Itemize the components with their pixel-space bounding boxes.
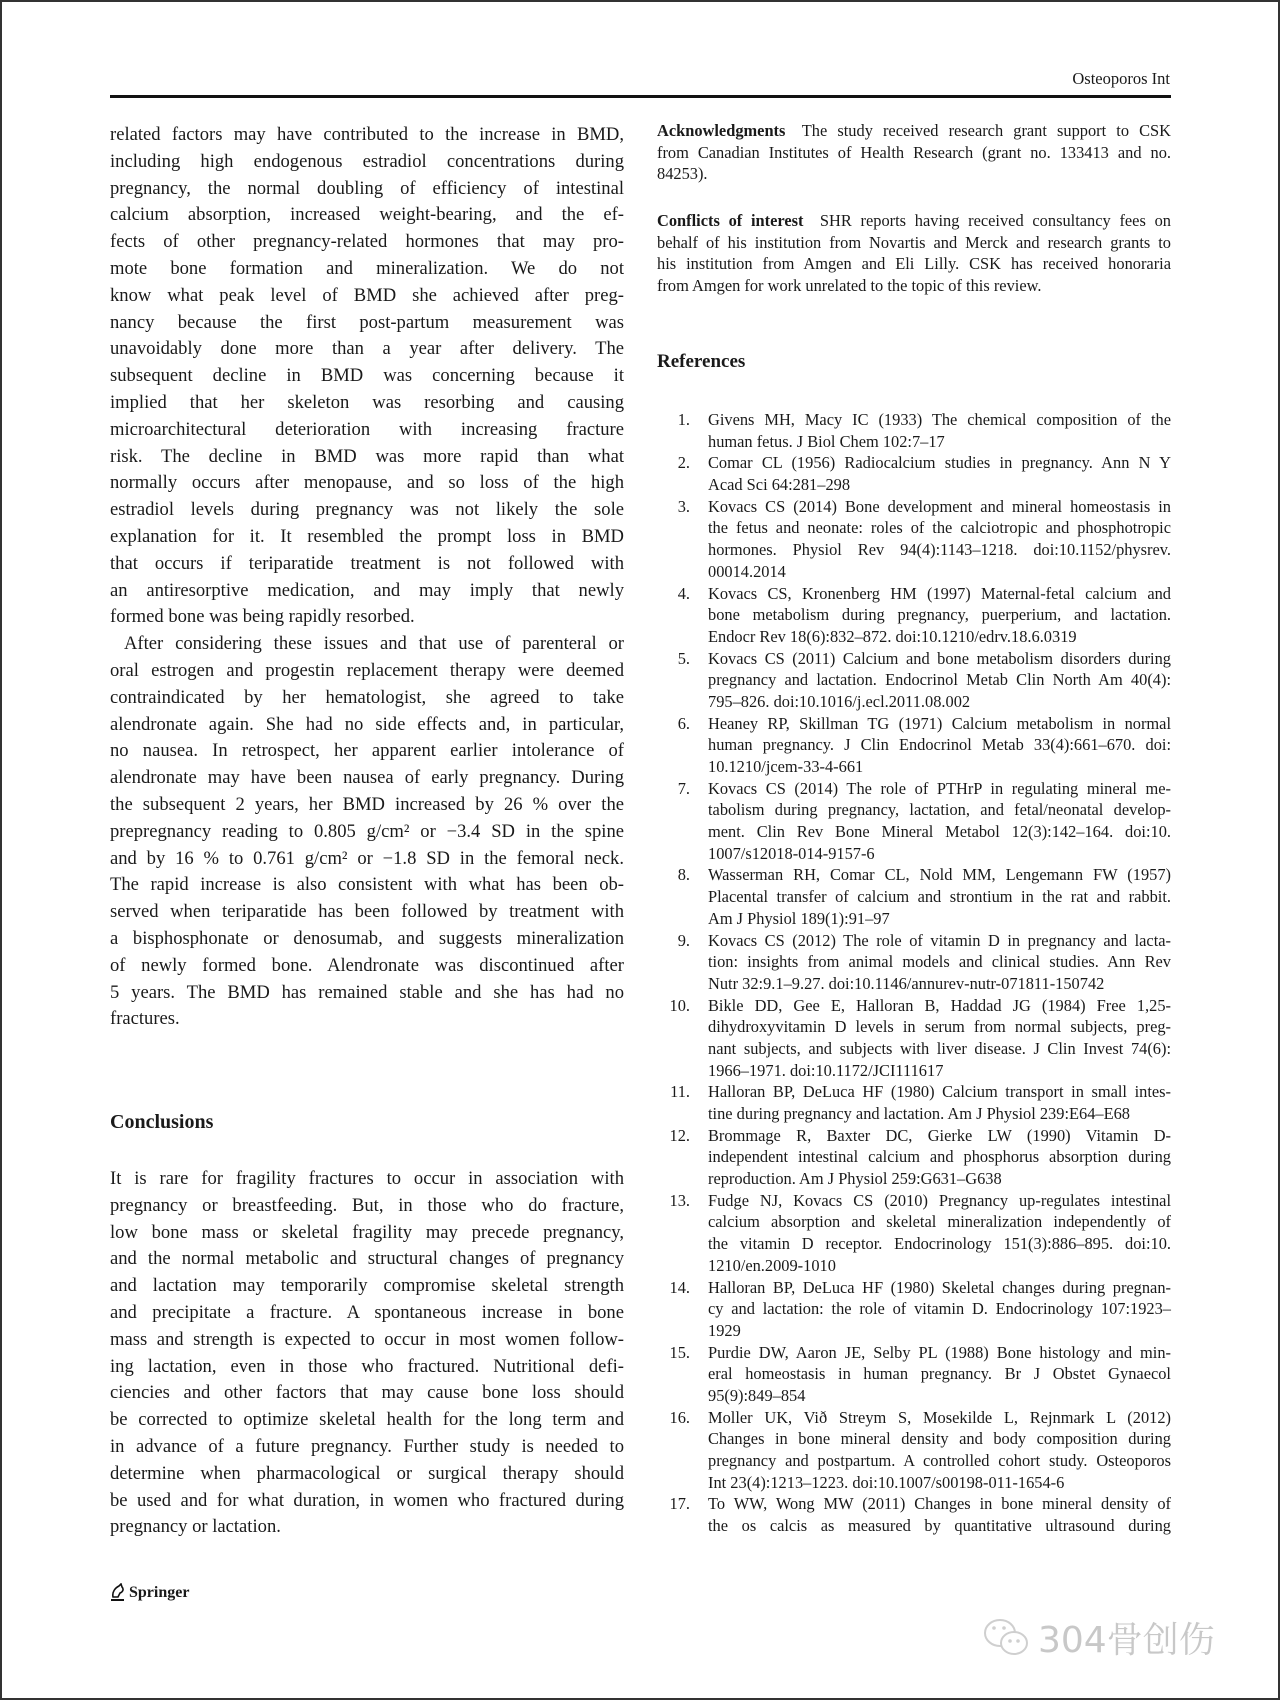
text-line: After considering these issues and that use of parenteral or <box>124 633 624 655</box>
text-line: formed bone was being rapidly resorbed. <box>110 606 415 628</box>
text-line: pregnancy, the normal doubling of efficiency of intestinal <box>110 177 624 199</box>
text-line: cy and lactation: the role of vitamin D. Endocrinology 107:1923– <box>708 1299 1171 1319</box>
reference-number: 10. <box>669 995 690 1015</box>
text-line: of newly formed bone. Alendronate was discontinued after <box>110 954 624 976</box>
text-line: and lactation may temporarily compromise skeletal strength <box>110 1275 624 1297</box>
text-line: calcium absorption and skeletal mineralization independently of <box>708 1212 1171 1232</box>
reference-number: 16. <box>669 1407 690 1427</box>
conclusions-section <box>110 1166 624 1541</box>
body-paragraph <box>110 122 624 631</box>
text-line: oral estrogen and progestin replacement therapy were deemed <box>110 659 624 681</box>
reference-number: 11. <box>670 1082 690 1102</box>
text-line <box>657 120 1171 142</box>
reference-item <box>657 1190 1171 1277</box>
reference-item <box>657 930 1171 995</box>
conclusions-heading: Conclusions <box>110 1111 214 1133</box>
text-line: Am J Physiol 189(1):91–97 <box>708 908 890 928</box>
text-line: microarchitectural deterioration with increasing fracture <box>110 418 624 440</box>
text-line: tabolism during pregnancy, lactation, and fetal/neonatal develop- <box>708 800 1171 820</box>
running-head-journal: Osteoporos Int <box>1072 69 1170 88</box>
conflicts-of-interest <box>657 210 1171 297</box>
text-line: in advance of a future pregnancy. Further study is needed to <box>110 1435 624 1457</box>
text-line: and precipitate a fracture. A spontaneous increase in bone <box>110 1301 624 1323</box>
text-line: and by 16 % to 0.761 g/cm² or −1.8 SD in the femoral neck. <box>110 847 624 869</box>
text-line: hormones. Physiol Rev 94(4):1143–1218. doi:10.1152/physrev. <box>708 540 1171 560</box>
publisher-name: Springer <box>129 1584 190 1601</box>
text-line: Placental transfer of calcium and strontium in the rat and rabbit. <box>708 887 1171 907</box>
text-line: Kovacs CS (2011) Calcium and bone metabolism disorders during <box>708 648 1171 668</box>
text-line: dihydroxyvitamin D levels in serum from normal subjects, preg- <box>708 1017 1171 1037</box>
reference-item <box>657 1277 1171 1342</box>
reference-item <box>657 713 1171 778</box>
text-line: ciencies and other factors that may cause bone loss should <box>110 1382 624 1404</box>
left-column <box>110 122 624 1033</box>
reference-item <box>657 409 1171 452</box>
text-line: 95(9):849–854 <box>708 1385 806 1405</box>
text-line: including high endogenous estradiol concentrations during <box>110 150 624 172</box>
wechat-icon <box>982 1615 1032 1661</box>
text-line: mass and strength is expected to occur in most women follow- <box>110 1328 624 1350</box>
text-line: no nausea. In retrospect, her apparent earlier intolerance of <box>110 740 624 762</box>
text-line: explanation for it. It resembled the prompt loss in BMD <box>110 525 624 547</box>
text-line: Acad Sci 64:281–298 <box>708 475 851 495</box>
reference-number: 14. <box>669 1277 690 1297</box>
text-line: ing lactation, even in those who fractured. Nutritional defi- <box>110 1355 624 1377</box>
text-line: normally occurs after menopause, and so loss of the high <box>110 472 624 494</box>
text-line: fractures. <box>110 1008 180 1030</box>
text-line: alendronate again. She had no side effects and, in particular, <box>110 713 624 735</box>
text-line: human pregnancy. J Clin Endocrinol Metab 33(4):661–670. doi: <box>708 735 1171 755</box>
text-line: 795–826. doi:10.1016/j.ecl.2011.08.002 <box>708 691 971 711</box>
text-line: Halloran BP, DeLuca HF (1980) Calcium transport in small intes- <box>708 1082 1171 1102</box>
reference-number: 4. <box>677 583 690 603</box>
text-line: 1966–1971. doi:10.1172/JCI111617 <box>708 1060 944 1080</box>
text-line: that occurs if teriparatide treatment is not followed with <box>110 552 624 574</box>
text-line: Bikle DD, Gee E, Halloran B, Haddad JG (1984) Free 1,25- <box>708 995 1171 1015</box>
text-line: Wasserman RH, Comar CL, Nold MM, Lengemann FW (1957) <box>708 865 1171 885</box>
text-line-content: The study received research grant support to CSK <box>801 121 1171 140</box>
text-line: Fudge NJ, Kovacs CS (2010) Pregnancy up-regulates intestinal <box>708 1190 1171 1210</box>
text-line: eral homeostasis in human pregnancy. Br J Obstet Gynaecol <box>708 1364 1171 1384</box>
reference-number: 5. <box>677 648 690 668</box>
reference-number: 15. <box>669 1342 690 1362</box>
reference-number: 8. <box>677 865 690 885</box>
conclusions-paragraph <box>110 1166 624 1541</box>
text-line: 00014.2014 <box>708 561 786 581</box>
text-line: behalf of his institution from Novartis and Merck and research grants to <box>657 232 1171 252</box>
text-line: 1210/en.2009-1010 <box>708 1255 836 1275</box>
text-line: Kovacs CS, Kronenberg HM (1997) Maternal-fetal calcium and <box>708 583 1171 603</box>
text-line: the fetus and neonate: roles of the calciotropic and phosphotropic <box>708 518 1171 538</box>
reference-item <box>657 496 1171 583</box>
text-line: independent intestinal calcium and phosphorus absorption during <box>708 1147 1171 1167</box>
text-line: Heaney RP, Skillman TG (1971) Calcium metabolism in normal <box>708 713 1171 733</box>
acknowledgments-label: Acknowledgments <box>657 121 786 140</box>
text-line: 10.1210/jcem-33-4-661 <box>708 757 864 776</box>
text-line: pregnancy and lactation. Endocrinol Metab Clin North Am 40(4): <box>708 670 1171 690</box>
text-line: prepregnancy reading to 0.805 g/cm² or −3.4 SD in the spine <box>110 820 624 842</box>
text-line: contraindicated by her hematologist, she agreed to take <box>110 686 624 708</box>
text-line: bone metabolism during pregnancy, puerperium, and lactation. <box>708 605 1171 625</box>
reference-number: 13. <box>669 1190 690 1210</box>
reference-number: 12. <box>669 1125 690 1145</box>
springer-logo <box>110 1583 189 1603</box>
reference-number: 1. <box>677 410 690 429</box>
text-line: be corrected to optimize skeletal health for the long term and <box>110 1409 624 1431</box>
reference-item <box>657 1125 1171 1190</box>
watermark <box>982 1612 1215 1663</box>
text-line: the os calcis as measured by quantitative ultrasound during <box>708 1516 1171 1536</box>
text-line: the subsequent 2 years, her BMD increased by 26 % over the <box>110 793 624 815</box>
text-line: 1007/s12018-014-9157-6 <box>708 843 875 863</box>
text-line: Halloran BP, DeLuca HF (1980) Skeletal changes during pregnan- <box>708 1277 1171 1297</box>
header-rule <box>110 95 1171 98</box>
reference-number: 9. <box>677 930 690 950</box>
text-line: Changes in bone mineral density and body composition during <box>708 1429 1171 1449</box>
reference-item <box>657 1342 1171 1407</box>
text-line: 1929 <box>708 1320 741 1340</box>
text-line: a bisphosphonate or denosumab, and suggests mineralization <box>110 927 624 949</box>
text-line-content: SHR reports having received consultancy fees on <box>819 211 1171 230</box>
acknowledgments <box>657 120 1171 185</box>
text-line <box>657 210 1171 232</box>
text-line: Endocr Rev 18(6):832–872. doi:10.1210/edrv.18.6.0319 <box>708 626 1077 646</box>
reference-number: 2. <box>677 453 690 473</box>
reference-item <box>657 995 1171 1082</box>
text-line: The rapid increase is also consistent with what has been ob- <box>110 874 624 896</box>
text-line: Nutr 32:9.1–9.27. doi:10.1146/annurev-nutr-071811-150742 <box>708 973 1105 993</box>
reference-number: 17. <box>669 1494 690 1514</box>
reference-item <box>657 583 1171 648</box>
text-line: Int 23(4):1213–1223. doi:10.1007/s00198-011-1654-6 <box>708 1472 1065 1492</box>
text-line: calcium absorption, increased weight-bearing, and the ef- <box>110 204 624 226</box>
springer-horse-icon <box>110 1583 126 1603</box>
reference-item <box>657 1081 1171 1124</box>
text-line: Comar CL (1956) Radiocalcium studies in pregnancy. Ann N Y <box>708 453 1171 473</box>
text-line: from Amgen for work unrelated to the topic of this review. <box>657 276 1042 296</box>
text-line: Kovacs CS (2014) Bone development and mineral homeostasis in <box>708 496 1171 516</box>
text-line: Moller UK, Við Streym S, Mosekilde L, Rejnmark L (2012) <box>708 1407 1171 1427</box>
text-line: be used and for what duration, in women who fractured during <box>110 1489 624 1511</box>
text-line: and the normal metabolic and structural changes of pregnancy <box>110 1248 624 1270</box>
watermark-text: 304骨创伤 <box>1038 1620 1215 1661</box>
text-line: 5 years. The BMD has remained stable and she has had no <box>110 981 624 1003</box>
text-line: Brommage R, Baxter DC, Gierke LW (1990) Vitamin D- <box>708 1125 1171 1145</box>
text-line: ment. Clin Rev Bone Mineral Metabol 12(3):142–164. doi:10. <box>708 822 1171 842</box>
text-line: implied that her skeleton was resorbing and causing <box>110 391 624 413</box>
text-line: To WW, Wong MW (2011) Changes in bone mineral density of <box>708 1494 1171 1514</box>
text-line: alendronate may have been nausea of early pregnancy. During <box>110 767 624 789</box>
text-line: an antiresorptive medication, and may imply that newly <box>110 579 624 601</box>
text-line: risk. The decline in BMD was more rapid than what <box>110 445 624 467</box>
reference-number: 7. <box>677 778 690 798</box>
text-line: mote bone formation and mineralization. We do not <box>110 257 624 279</box>
reference-item <box>657 648 1171 713</box>
reference-item <box>657 1407 1171 1494</box>
reference-item <box>657 452 1171 495</box>
reference-item <box>657 778 1171 865</box>
text-line: nancy because the first post-partum measurement was <box>110 311 624 333</box>
text-line: know what peak level of BMD she achieved after preg- <box>110 284 624 306</box>
reference-number: 6. <box>677 713 690 733</box>
text-line: fects of other pregnancy-related hormones that may pro- <box>110 231 624 253</box>
body-paragraph <box>110 631 624 1033</box>
text-line: subsequent decline in BMD was concerning because it <box>110 365 624 387</box>
text-line: nant subjects, and subjects with liver disease. J Clin Invest 74(6): <box>708 1038 1171 1058</box>
text-line: Purdie DW, Aaron JE, Selby PL (1988) Bone histology and min- <box>708 1342 1171 1362</box>
text-line: tion: insights from animal models and clinical studies. Ann Rev <box>708 952 1171 972</box>
text-line: from Canadian Institutes of Health Research (grant no. 133413 and no. <box>657 142 1171 162</box>
conflicts-label: Conflicts of interest <box>657 211 804 230</box>
text-line: Givens MH, Macy IC (1933) The chemical composition of the <box>708 410 1171 429</box>
text-line: served when teriparatide has been followed by treatment with <box>110 901 624 923</box>
text-line: low bone mass or skeletal fragility may precede pregnancy, <box>110 1221 624 1243</box>
text-line: determine when pharmacological or surgical therapy should <box>110 1462 624 1484</box>
text-line: pregnancy or lactation. <box>110 1516 281 1538</box>
right-column <box>657 120 1171 185</box>
reference-number: 3. <box>677 496 690 516</box>
text-line: Kovacs CS (2014) The role of PTHrP in regulating mineral me- <box>708 778 1171 798</box>
references-list <box>657 409 1171 1537</box>
conflicts-section <box>657 210 1171 297</box>
text-line: 84253). <box>657 164 708 184</box>
text-line: pregnancy and postpartum. A controlled cohort study. Osteoporos <box>708 1451 1171 1470</box>
text-line: his institution from Amgen and Eli Lilly. CSK has received honoraria <box>657 254 1171 274</box>
text-line: estradiol levels during pregnancy was not likely the sole <box>110 499 624 521</box>
text-line: human fetus. J Biol Chem 102:7–17 <box>708 431 945 451</box>
references-heading: References <box>657 351 746 372</box>
text-line: tine during pregnancy and lactation. Am J Physiol 239:E64–E68 <box>708 1104 1130 1123</box>
text-line: It is rare for fragility fractures to occur in association with <box>110 1168 624 1189</box>
text-line: related factors may have contributed to the increase in BMD, <box>110 124 624 145</box>
text-line: Kovacs CS (2012) The role of vitamin D in pregnancy and lacta- <box>708 930 1171 950</box>
reference-item <box>657 1493 1171 1536</box>
text-line: pregnancy or breastfeeding. But, in those who do fracture, <box>110 1194 624 1216</box>
text-line: reproduction. Am J Physiol 259:G631–G638 <box>708 1169 1002 1189</box>
text-line: the vitamin D receptor. Endocrinology 151(3):886–895. doi:10. <box>708 1234 1171 1254</box>
reference-item <box>657 864 1171 929</box>
text-line: unavoidably done more than a year after delivery. The <box>110 338 624 360</box>
